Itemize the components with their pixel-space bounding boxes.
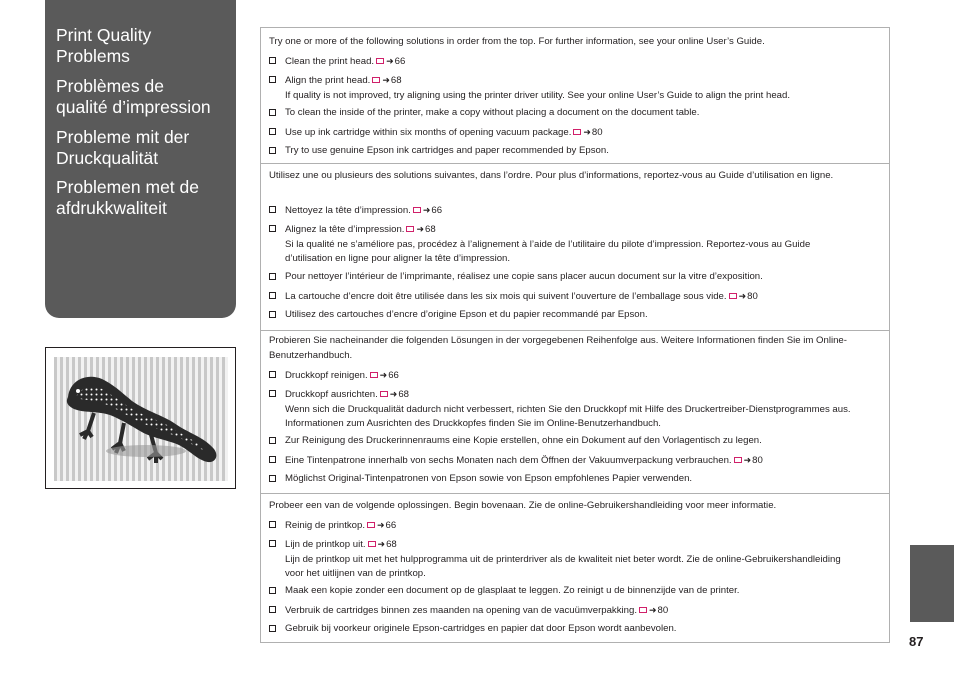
page-reference: ➜66 [374,56,405,67]
book-icon [368,541,376,547]
item-detail: Si la qualité ne s’améliore pas, procédez à l’alignement à l’aide de l’utilitaire du pilote d’impression. Reportez-vous au Guide d’utilisation en ligne pour aligner la tête d’impression. [285,238,811,264]
section-nl [260,494,890,643]
intro-text: Probeer een van de volgende oplossingen. Begin bovenaan. Zie de online-Gebruikershandleiding voor meer informatie. [269,500,777,511]
page-reference: ➜66 [411,205,442,216]
sample-print-image [45,347,236,489]
item-detail: If quality is not improved, try aligning using the printer driver utility. See your online User’s Guide to align the print head. [285,89,791,101]
title-de: Probleme mit der Druckqualität [56,127,190,168]
list-item: Gebruik bij voorkeur originele Epson-cartridges en papier dat door Epson wordt aanbevolen. [269,622,859,637]
arrow-right-icon: ➜ [386,56,394,66]
section-fr [260,164,890,331]
arrow-right-icon: ➜ [389,389,398,399]
page-reference: ➜66 [368,370,399,381]
list-item: Clean the print head. ➜66 [269,54,859,70]
section-en [260,27,890,164]
list-item: Lijn de printkop uit. ➜68 Lijn de printkop uit met het hulpprogramma uit de printerdriver als de kwaliteit niet beter wordt. Zie de online-Gebruikershandleiding voor het uitlijnen van de printkop. [269,537,859,582]
page-reference: ➜80 [571,127,602,138]
list-item: Reinig de printkop. ➜66 [269,518,859,534]
book-icon [370,372,378,378]
title-fr: Problèmes de qualité d’impression [56,76,211,117]
checkbox-icon [269,76,276,83]
checkbox-icon [269,311,276,318]
list-item: Maak een kopie zonder een document op de glasplaat te leggen. Zo reinigt u de binnenzijde van de printer. [269,584,859,599]
checkbox-icon [269,475,276,482]
list-item: La cartouche d’encre doit être utilisée dans les six mois qui suivent l’ouverture de l’emballage sous vide. ➜80 [269,289,859,305]
checkbox-icon [269,390,276,397]
checkbox-icon [269,147,276,154]
checkbox-icon [269,109,276,116]
item-detail: Wenn sich die Druckqualität dadurch nicht verbessert, richten Sie den Druckkopf mit Hilfe des Druckertreiber-Dienstprogrammes aus. Informationen zum Ausrichten des Druckkopfes finden Sie im Online-Benutzerhandbuch. [285,403,851,429]
page-number: 87 [909,634,924,649]
list-item: Druckkopf reinigen. ➜66 [269,368,859,384]
book-icon [413,207,421,213]
intro-text: Probieren Sie nacheinander die folgenden Lösungen in der vorgegebenen Reihenfolge aus. Weitere Informationen finden Sie im Online-Benutzerhandbuch. [269,335,847,361]
arrow-right-icon: ➜ [649,605,657,615]
page-reference: ➜80 [727,291,758,302]
checkbox-icon [269,606,276,613]
page-reference: ➜80 [732,455,763,466]
item-detail: Lijn de printkop uit met het hulpprogramma uit de printerdriver als de kwaliteit niet beter wordt. Zie de online-Gebruikershandleiding voor het uitlijnen van de printkop. [285,553,841,579]
book-icon [573,129,581,135]
checkbox-icon [269,521,276,528]
page-reference: ➜68 [378,389,409,400]
checkbox-icon [269,273,276,280]
section-de [260,331,890,494]
list-item: Utilisez des cartouches d’encre d’origine Epson et du papier recommandé par Epson. [269,308,859,323]
gecko-banding-illustration [54,357,228,481]
arrow-right-icon: ➜ [422,205,431,215]
book-icon [367,522,375,528]
book-icon [380,391,388,397]
intro-text: Utilisez une ou plusieurs des solutions suivantes, dans l’ordre. Pour plus d’informations, reportez-vous au Guide d’utilisation en ligne. [269,170,834,181]
checkbox-icon [269,437,276,444]
page-reference: ➜68 [404,224,435,235]
checkbox-icon [269,57,276,64]
arrow-right-icon: ➜ [377,539,386,549]
list-item: Eine Tintenpatrone innerhalb von sechs Monaten nach dem Öffnen der Vakuumverpackung verbrauchen. ➜80 [269,453,859,469]
checkbox-icon [269,540,276,547]
page-reference: ➜66 [365,520,396,531]
arrow-right-icon: ➜ [377,520,385,530]
arrow-right-icon: ➜ [738,291,747,301]
page-reference: ➜80 [637,605,668,616]
book-icon [734,457,742,463]
list-item: Verbruik de cartridges binnen zes maanden na opening van de vacuümverpakking. ➜80 [269,603,859,619]
list-item: Druckkopf ausrichten. ➜68 Wenn sich die Druckqualität dadurch nicht verbessert, richten Sie den Druckkopf mit Hilfe des Druckertreiber-Dienstprogrammes aus. Informationen zum Ausrichten des Druckkopfes finden Sie im Online-Benutzerhandbuch. [269,387,859,432]
checkbox-icon [269,625,276,632]
checkbox-icon [269,456,276,463]
list-item: Möglichst Original-Tintenpatronen von Epson sowie von Epson empfohlenes Papier verwenden. [269,472,859,487]
checkbox-icon [269,587,276,594]
book-icon [729,293,737,299]
checkbox-icon [269,225,276,232]
book-icon [376,58,384,64]
title-nl: Problemen met de afdrukkwaliteit [56,177,199,218]
checkbox-icon [269,292,276,299]
arrow-right-icon: ➜ [743,455,752,465]
arrow-right-icon: ➜ [583,127,591,137]
page-reference: ➜68 [370,75,401,86]
list-item: Nettoyez la tête d’impression. ➜66 [269,203,859,219]
list-item: Align the print head. ➜68 If quality is not improved, try aligning using the printer driver utility. See your online User’s Guide to align the print head. [269,73,859,103]
title-en: Print Quality Problems [56,25,152,66]
checkbox-icon [269,371,276,378]
book-icon [372,77,380,83]
page-reference: ➜68 [366,539,397,550]
arrow-right-icon: ➜ [382,75,390,85]
list-item: To clean the inside of the printer, make a copy without placing a document on the document table. [269,106,859,121]
arrow-right-icon: ➜ [416,224,424,234]
list-item: Alignez la tête d’impression. ➜68 Si la qualité ne s’améliore pas, procédez à l’alignement à l’aide de l’utilitaire du pilote d’impression. Reportez-vous au Guide d’utilisation en ligne pour aligner la tête d’impression. [269,222,859,267]
arrow-right-icon: ➜ [379,370,388,380]
chapter-tab [910,545,954,622]
checkbox-icon [269,206,276,213]
list-item: Zur Reinigung des Druckerinnenraums eine Kopie erstellen, ohne ein Dokument auf den Vorlagentisch zu legen. [269,434,859,449]
book-icon [639,607,647,613]
intro-text: Try one or more of the following solutions in order from the top. For further information, see your online User’s Guide. [269,36,765,47]
book-icon [406,226,414,232]
list-item: Try to use genuine Epson ink cartridges and paper recommended by Epson. [269,144,859,159]
list-item: Use up ink cartridge within six months of opening vacuum package. ➜80 [269,125,859,141]
list-item: Pour nettoyer l’intérieur de l’imprimante, réalisez une copie sans placer aucun document sur la vitre d’exposition. [269,270,859,285]
checkbox-icon [269,128,276,135]
